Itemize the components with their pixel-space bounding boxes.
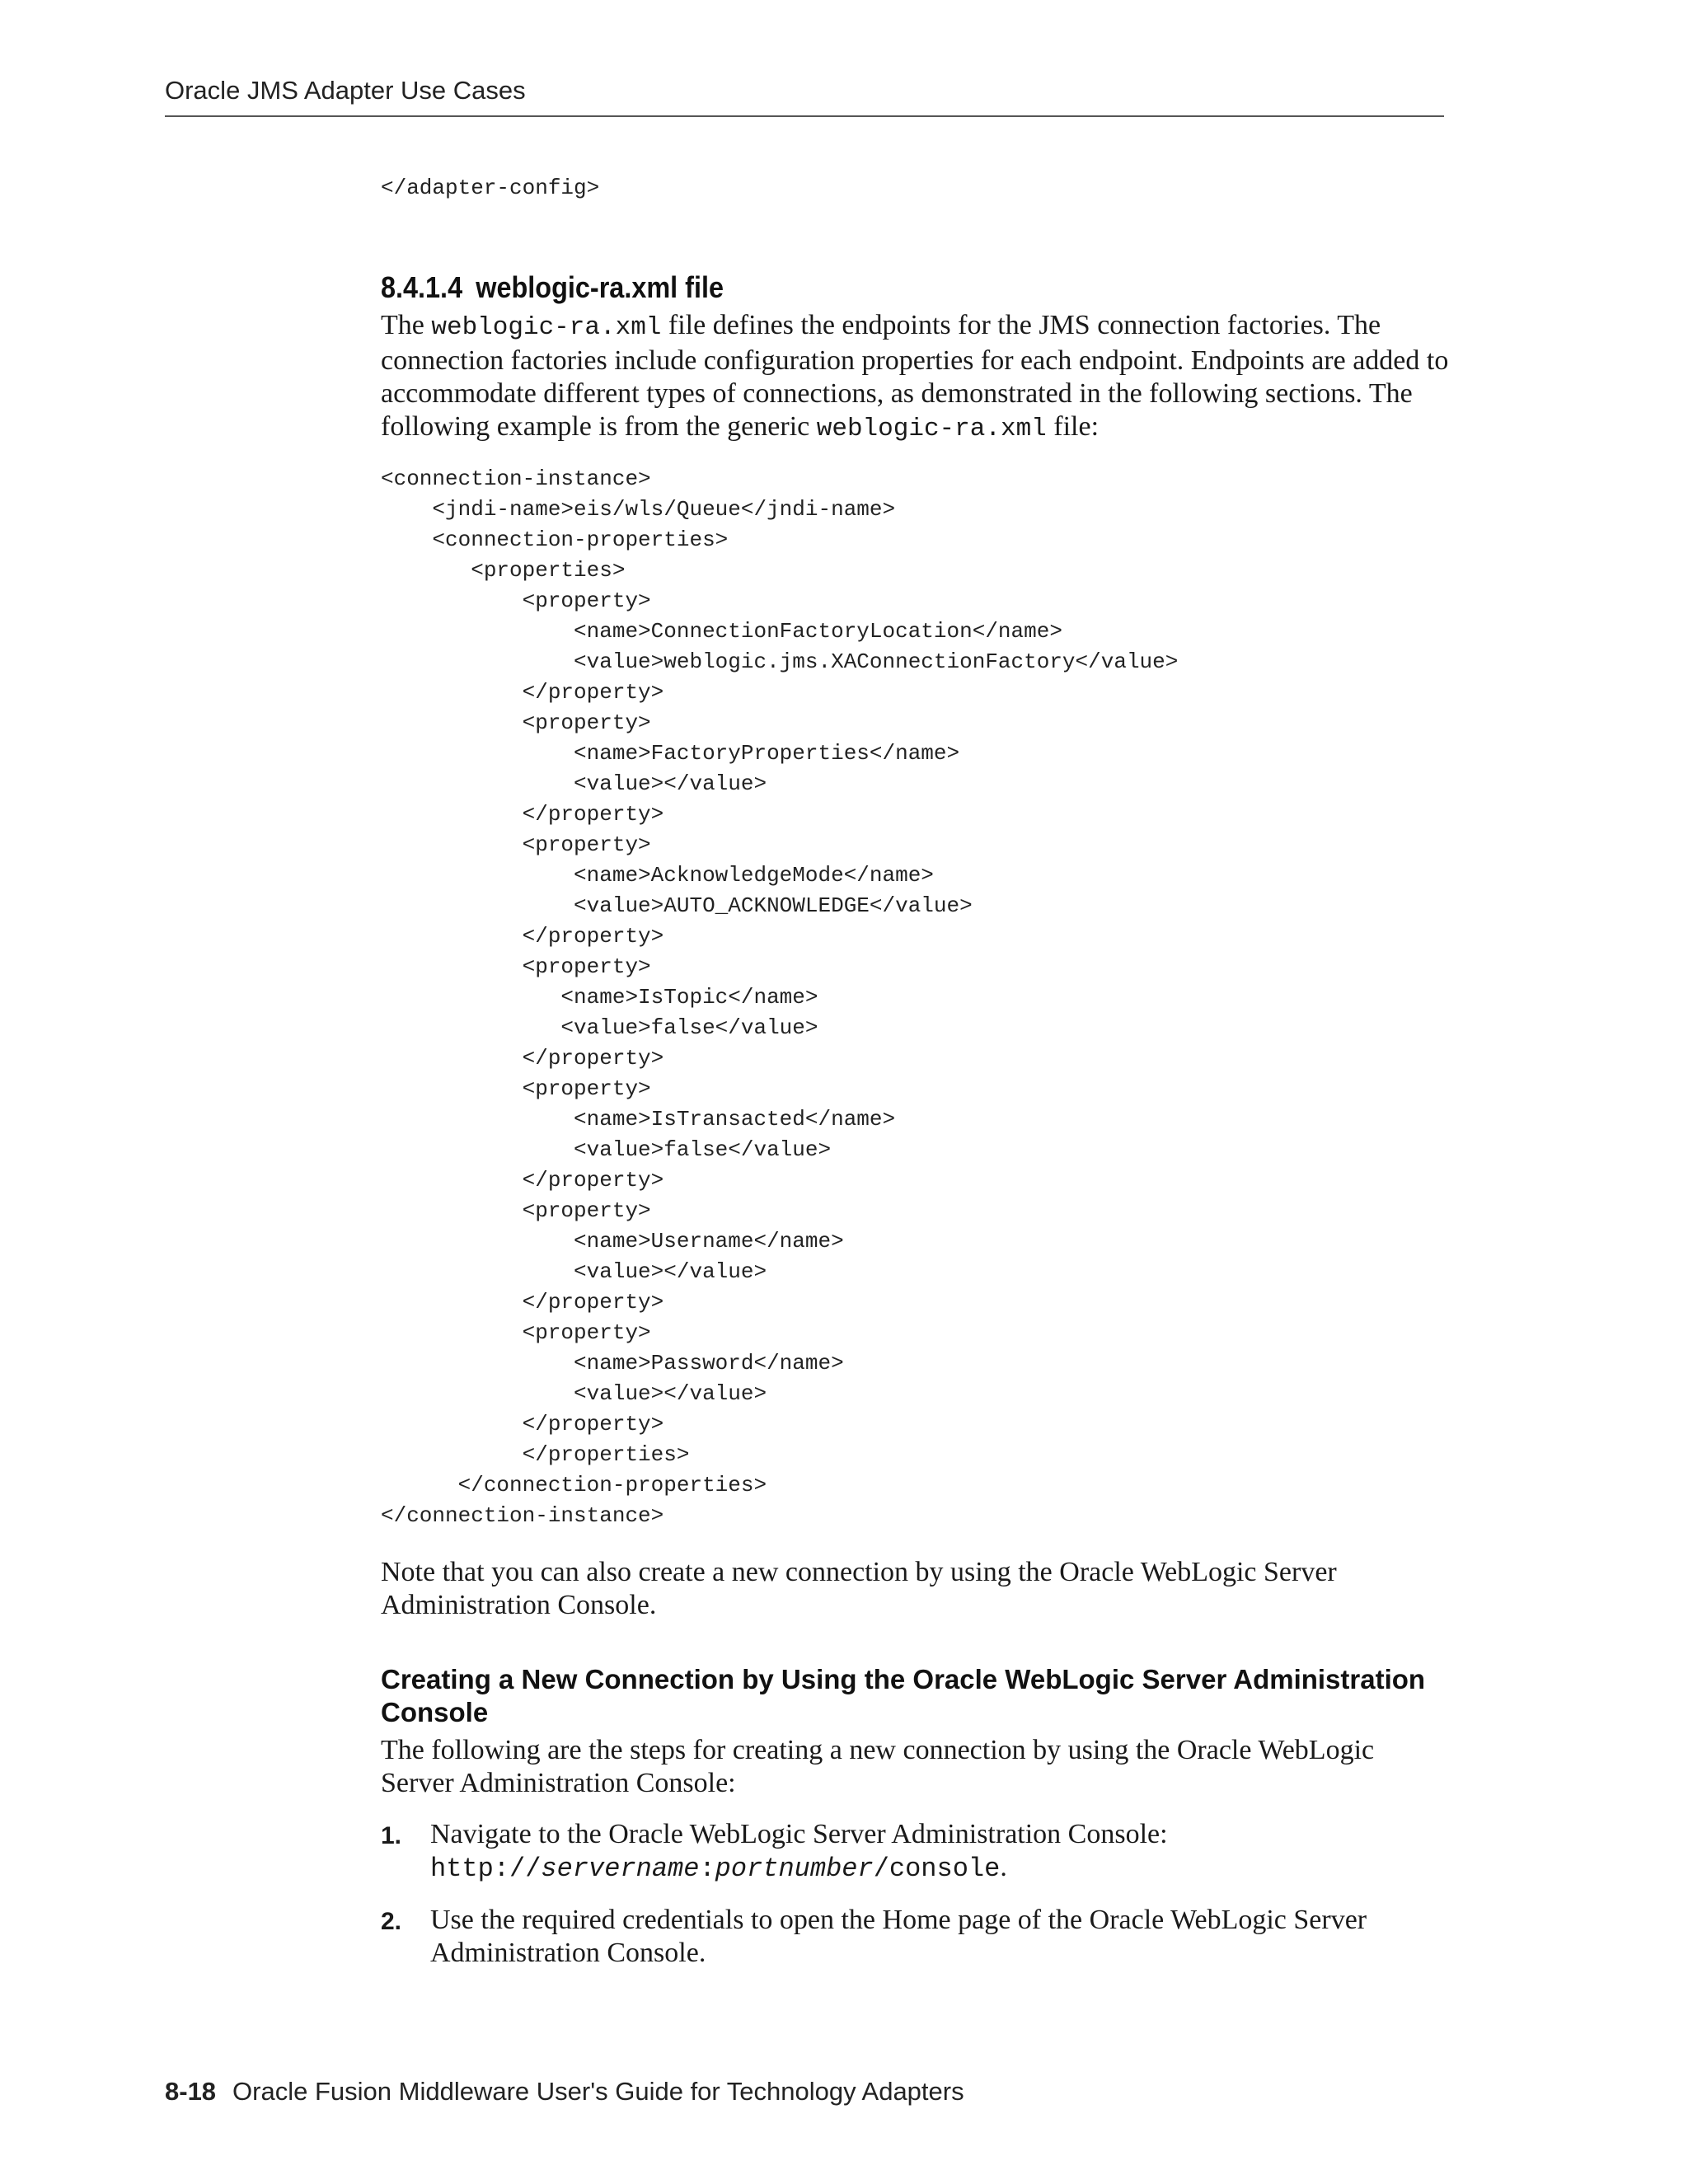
url-scheme: http:// xyxy=(430,1854,542,1884)
code-line: <name>ConnectionFactoryLocation</name> xyxy=(381,619,1062,644)
code-line: <value></value> xyxy=(381,771,767,796)
subsection-intro: The following are the steps for creating a new connection by using the Oracle WebLogic Server Administration Console: xyxy=(381,1735,1375,1798)
step-item xyxy=(381,1818,1452,1886)
running-header: Oracle JMS Adapter Use Cases xyxy=(165,76,526,105)
section-title: weblogic-ra.xml file xyxy=(476,270,724,304)
section-number: 8.4.1.4 xyxy=(381,270,463,304)
intro-text-3: file: xyxy=(1046,411,1100,442)
code-line: </property> xyxy=(381,802,664,827)
step-item xyxy=(381,1904,1452,1970)
code-line: <name>IsTransacted</name> xyxy=(381,1107,896,1132)
section-heading xyxy=(381,269,1345,306)
code-line: <value>AUTO_ACKNOWLEDGE</value> xyxy=(381,893,973,918)
url-path: /console xyxy=(873,1854,1001,1884)
step-instruction: Navigate to the Oracle WebLogic Server Administration Console: xyxy=(430,1819,1168,1849)
code-line: <connection-instance> xyxy=(381,466,651,491)
step-text xyxy=(430,1818,1452,1886)
inline-code-filename: weblogic-ra.xml xyxy=(431,313,662,342)
code-line: <value></value> xyxy=(381,1381,767,1406)
code-closing-tag: </adapter-config> xyxy=(381,176,600,200)
inline-code-filename: weblogic-ra.xml xyxy=(816,415,1047,443)
code-line: </connection-instance> xyxy=(381,1503,664,1528)
code-line: </connection-properties> xyxy=(381,1473,767,1497)
step-number: 1. xyxy=(381,1822,402,1849)
intro-text-2: file defines the endpoints for the JMS connection factories. The connection factories include configuration properties for each endpoint. Endpoints are added to accommodate different types of connections, as demonstrated in the following sections. The following example is from the generic xyxy=(381,310,1449,442)
note-paragraph: Note that you can also create a new connection by using the Oracle WebLogic Server Administration Console. xyxy=(381,1557,1337,1620)
step-number: 2. xyxy=(381,1908,402,1935)
code-line: </property> xyxy=(381,1046,664,1071)
code-line: <value>false</value> xyxy=(381,1015,818,1040)
url-separator: : xyxy=(699,1854,715,1884)
code-line: <name>FactoryProperties</name> xyxy=(381,741,960,766)
code-line: <jndi-name>eis/wls/Queue</jndi-name> xyxy=(381,497,896,522)
code-line: <property> xyxy=(381,588,651,613)
url-host-placeholder: servername xyxy=(541,1854,700,1884)
code-line: <property> xyxy=(381,954,651,979)
code-line: <property> xyxy=(381,1076,651,1101)
code-line: </property> xyxy=(381,924,664,949)
code-line: <property> xyxy=(381,710,651,735)
code-line: </properties> xyxy=(381,1442,690,1467)
subsection-heading: Creating a New Connection by Using the Oracle WebLogic Server Administration Console xyxy=(381,1664,1426,1727)
code-line: <value>weblogic.jms.XAConnectionFactory</value> xyxy=(381,649,1179,674)
header-divider xyxy=(165,115,1444,117)
code-line: <name>IsTopic</name> xyxy=(381,985,818,1010)
code-line: </property> xyxy=(381,1168,664,1193)
intro-text-1: The xyxy=(381,310,432,340)
code-line: <name>AcknowledgeMode</name> xyxy=(381,863,934,888)
code-line: <value>false</value> xyxy=(381,1137,832,1162)
code-line: </property> xyxy=(381,1290,664,1315)
url-port-placeholder: portnumber xyxy=(715,1854,874,1884)
intro-paragraph xyxy=(381,309,1452,446)
running-footer xyxy=(165,2077,964,2107)
code-line: <name>Username</name> xyxy=(381,1229,844,1254)
step-text: Use the required credentials to open the Home page of the Oracle WebLogic Server Administration Console. xyxy=(430,1905,1367,1968)
xml-code-block xyxy=(381,464,1452,1531)
code-line: <property> xyxy=(381,832,651,857)
code-line: <connection-properties> xyxy=(381,527,729,552)
code-line: <property> xyxy=(381,1198,651,1223)
page-content xyxy=(381,173,1452,1970)
code-line: </property> xyxy=(381,1412,664,1436)
code-line: <properties> xyxy=(381,558,626,583)
page-number: 8-18 xyxy=(165,2077,217,2106)
console-url xyxy=(430,1854,1000,1884)
code-line: <property> xyxy=(381,1320,651,1345)
code-line: <name>Password</name> xyxy=(381,1351,844,1376)
code-line: </property> xyxy=(381,680,664,705)
book-title: Oracle Fusion Middleware User's Guide for Technology Adapters xyxy=(232,2077,964,2106)
code-line: <value></value> xyxy=(381,1259,767,1284)
step-end-punct: . xyxy=(1000,1852,1007,1882)
